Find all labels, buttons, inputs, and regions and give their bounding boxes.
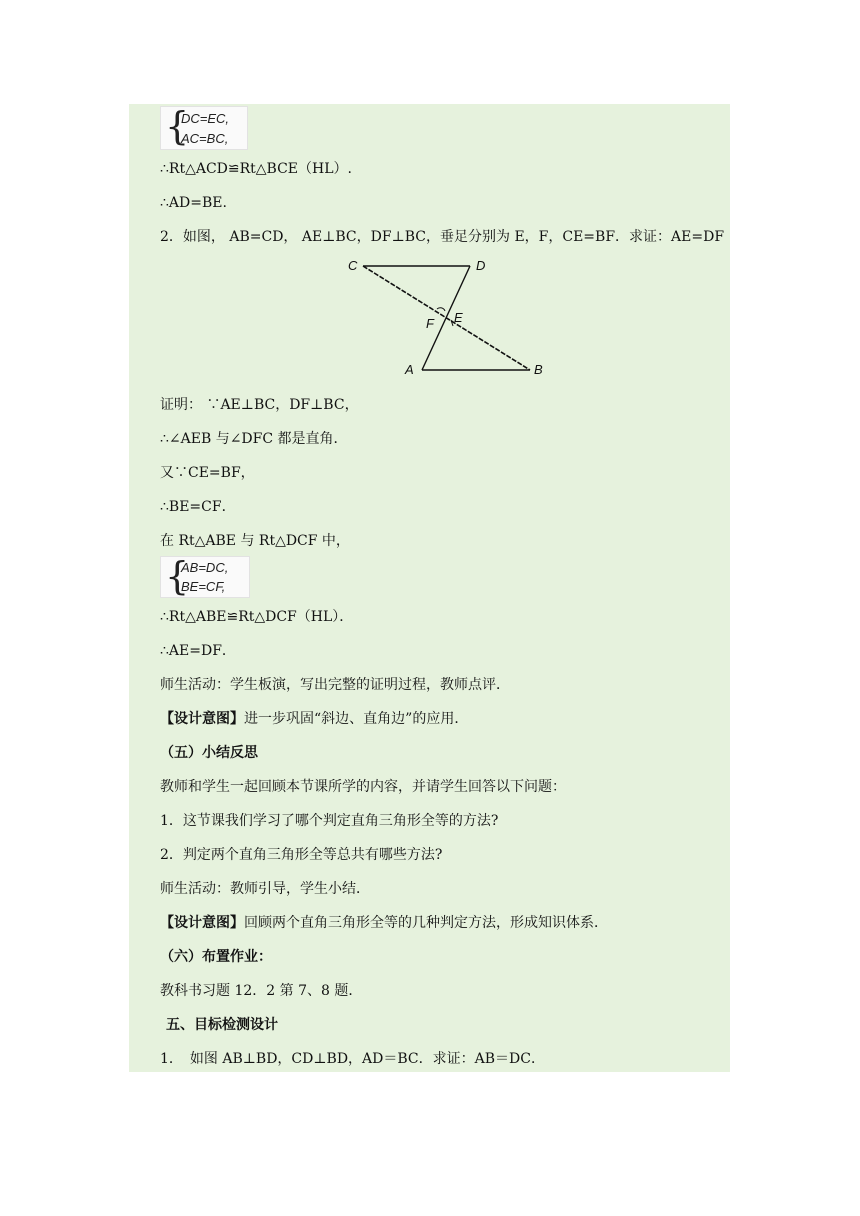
proof-line-3: 又∵CE=BF， bbox=[160, 465, 255, 481]
geometry-figure bbox=[340, 256, 560, 386]
proof-line-5: 在 Rt△ABE 与 Rt△DCF 中， bbox=[160, 533, 350, 549]
system-eq-2: BE=CF, bbox=[181, 579, 226, 594]
brace-symbol: { bbox=[165, 554, 190, 598]
summary-intro: 教师和学生一起回顾本节课所学的内容，并请学生回答以下问题： bbox=[160, 779, 566, 795]
system-eq-1: DC=EC, bbox=[181, 111, 230, 126]
equation-system-1 bbox=[160, 106, 248, 150]
label-f: F bbox=[426, 316, 434, 331]
proof-line-1: 证明： ∵AE⊥BC，DF⊥BC， bbox=[160, 397, 359, 413]
section-5-title: （五）小结反思 bbox=[160, 745, 258, 761]
system-eq-1: AB=DC, bbox=[181, 560, 229, 575]
intent-text: 回顾两个直角三角形全等的几种判定方法，形成知识体系． bbox=[244, 915, 608, 931]
label-d: D bbox=[476, 258, 486, 273]
brace-symbol: { bbox=[165, 104, 190, 148]
intent-text: 进一步巩固“斜边、直角边”的应用． bbox=[244, 711, 469, 727]
exercise-1: 1． 如图 AB⊥BD，CD⊥BD，AD＝BC．求证：AB＝DC． bbox=[160, 1051, 545, 1067]
right-angle-mark-f bbox=[437, 308, 445, 311]
label-a: A bbox=[405, 362, 414, 377]
homework-line: 教科书习题 12．2 第 7、8 题． bbox=[160, 983, 363, 999]
question-1: 1．这节课我们学习了哪个判定直角三角形全等的方法? bbox=[160, 813, 499, 829]
label-e: E bbox=[454, 310, 463, 325]
equation-system-2 bbox=[160, 556, 250, 598]
design-intent-2 bbox=[160, 914, 608, 932]
conclusion-ad-be: ∴AD=BE. bbox=[160, 195, 227, 211]
congruence-line-2: ∴Rt△ABE≌Rt△DCF（HL）． bbox=[160, 609, 354, 625]
activity-line-2: 师生活动：教师引导，学生小结． bbox=[160, 881, 370, 897]
intent-tag: 【设计意图】 bbox=[160, 711, 244, 727]
activity-line-1: 师生活动：学生板演，写出完整的证明过程，教师点评． bbox=[160, 677, 510, 693]
congruence-line-1: ∴Rt△ACD≌Rt△BCE（HL）. bbox=[160, 161, 352, 177]
label-c: C bbox=[348, 258, 358, 273]
design-intent-1 bbox=[160, 710, 468, 728]
proof-line-4: ∴BE=CF． bbox=[160, 499, 236, 515]
system-eq-2: AC=BC, bbox=[181, 131, 229, 146]
conclusion-ae-df: ∴AE=DF． bbox=[160, 643, 236, 659]
label-b: B bbox=[534, 362, 543, 377]
question-2: 2．判定两个直角三角形全等总共有哪些方法? bbox=[160, 847, 443, 863]
proof-line-2: ∴∠AEB 与∠DFC 都是直角． bbox=[160, 431, 348, 447]
section-6-title: （六）布置作业： bbox=[160, 949, 272, 965]
intent-tag: 【设计意图】 bbox=[160, 915, 244, 931]
problem-2-statement: 2．如图， AB=CD， AE⊥BC，DF⊥BC，垂足分别为 E，F，CE=BF．求证：AE=DF bbox=[160, 229, 725, 245]
part-5-title: 五、目标检测设计 bbox=[166, 1017, 278, 1033]
